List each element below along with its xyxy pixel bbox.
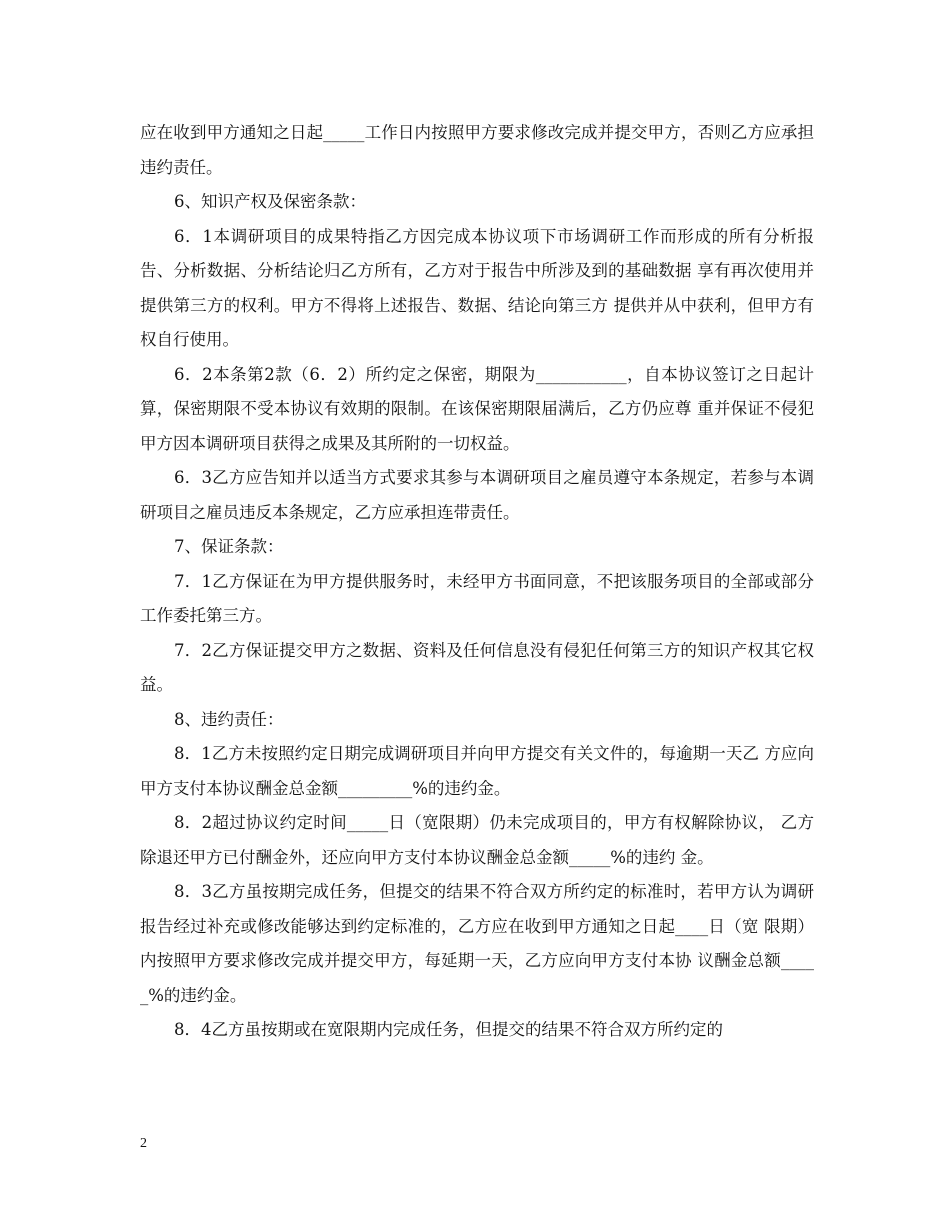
document-body bbox=[140, 116, 814, 1048]
paragraph: 6．1本调研项目的成果特指乙方因完成本协议项下市场调研工作而形成的所有分析报告、分析数据、分析结论归乙方所有，乙方对于报告中所涉及到的基础数据 享有再次使用并提供第三方的权利。甲方不得将上述报告、数据、结论向第三方 提供并从中获利，但甲方有权自行使用。 bbox=[140, 226, 814, 349]
paragraph: 7．2乙方保证提交甲方之数据、资料及任何信息没有侵犯任何第三方的知识产权其它权益。 bbox=[140, 640, 814, 694]
section-heading: 8、违约责任： bbox=[174, 709, 284, 729]
paragraph: 6．3乙方应告知并以适当方式要求其参与本调研项目之雇员遵守本条规定，若参与本调研项目之雇员违反本条规定，乙方应承担连带责任。 bbox=[140, 468, 814, 522]
page-number: 2 bbox=[140, 1136, 147, 1151]
paragraph: 6．2本条第2款（6．2）所约定之保密，期限为___________，自本协议签订之日起计算，保密期限不受本协议有效期的限制。在该保密期限届满后，乙方仍应尊 重并保证不侵犯甲方因本调研项目获得之成果及其所附的一切权益。 bbox=[140, 364, 814, 453]
paragraph: 8．4乙方虽按期或在宽限期内完成任务，但提交的结果不符合双方所约定的 bbox=[174, 1020, 723, 1039]
paragraph: 8．1乙方未按照约定日期完成调研项目并向甲方提交有关文件的，每逾期一天乙 方应向甲方支付本协议酬金总金额_________%的违约金。 bbox=[140, 744, 814, 798]
paragraph: 8．3乙方虽按期完成任务，但提交的结果不符合双方所约定的标准时，若甲方认为调研 报告经过补充或修改能够达到约定标准的，乙方应在收到甲方通知之日起____日（宽 限期）内按照甲方要求修改完成并提交甲方，每延期一天，乙方应向甲方支付本协 议酬金总额_____%的违约金。 bbox=[140, 882, 814, 1005]
section-heading: 6、知识产权及保密条款： bbox=[174, 192, 366, 211]
paragraph: 8．2超过协议约定时间_____日（宽限期）仍未完成项目的，甲方有权解除协议， 乙方除退还甲方已付酬金外，还应向甲方支付本协议酬金总金额_____%的违约 金。 bbox=[140, 813, 814, 867]
section-heading: 7、保证条款： bbox=[174, 537, 284, 556]
paragraph: 应在收到甲方通知之日起_____工作日内按照甲方要求修改完成并提交甲方，否则乙方应承担违约责任。 bbox=[140, 123, 814, 177]
paragraph: 7．1乙方保证在为甲方提供服务时，未经甲方书面同意，不把该服务项目的全部或部分工作委托第三方。 bbox=[140, 571, 814, 625]
